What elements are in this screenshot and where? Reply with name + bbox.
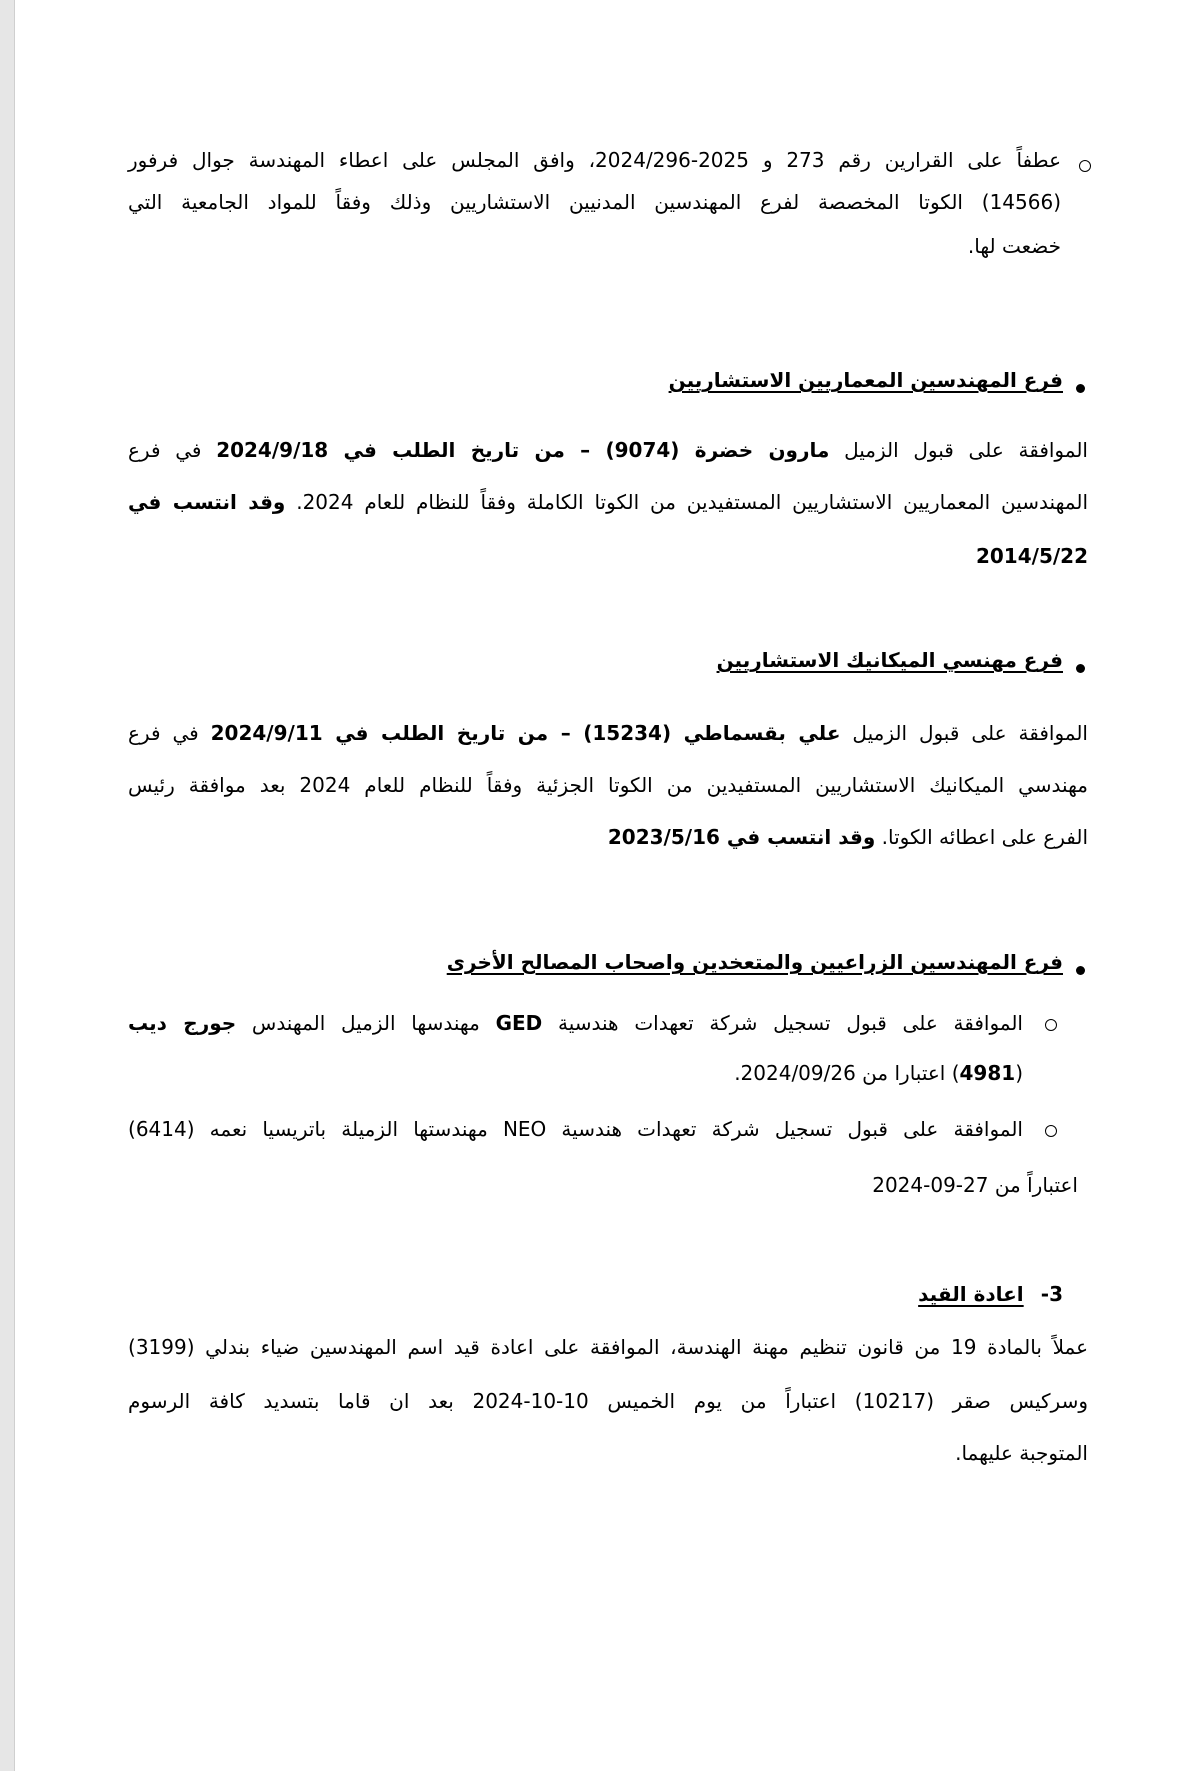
intro-line-1: عطفاً على القرارين رقم 273 و 2025-2024/296، وافق المجلس على اعطاء المهندسة جوال فرفور: [128, 148, 1061, 172]
architects-line-3: 2014/5/22: [975, 544, 1088, 568]
intro-paragraph: [128, 143, 1061, 263]
agriculture-member: جورج ديب: [128, 1011, 237, 1035]
architects-line-2: المهندسين المعماريين الاستشاريين المستفيدين من الكوتا الكاملة وفقاً للنظام للعام 2024. وقد انتسب في: [128, 490, 1089, 514]
agriculture-item-2-line-2: اعتباراً من 27-09-2024: [872, 1173, 1078, 1197]
hollow-bullet-icon: [1079, 160, 1091, 172]
bullet-icon: [1076, 966, 1085, 975]
section-title: اعادة القيد: [918, 1282, 1024, 1306]
architects-line-1: الموافقة على قبول الزميل مارون خضرة (9074) – من تاريخ الطلب في 2024/9/18 في فرع: [128, 438, 1088, 462]
architects-heading: فرع المهندسين المعماريين الاستشاريين: [668, 368, 1063, 392]
agriculture-item-2-line-1: الموافقة على قبول تسجيل شركة تعهدات هندسية NEO مهندستها الزميلة باتريسيا نعمه (6414): [128, 1117, 1023, 1141]
mechanical-heading: فرع مهنسي الميكانيك الاستشاريين: [716, 648, 1063, 672]
architects-paragraph: [128, 433, 1088, 573]
mechanical-member: علي بقسماطي (15234) – من تاريخ الطلب في 2024/9/11: [210, 721, 841, 745]
agriculture-item-1-line-2: (4981) اعتبارا من 2024/09/26.: [734, 1061, 1023, 1085]
reregistration-heading: [763, 1277, 1063, 1311]
mechanical-line-2: مهندسي الميكانيك الاستشاريين المستفيدين من الكوتا الجزئية وفقاً للنظام للعام 2024 بعد موافقة رئيس: [128, 773, 1089, 797]
intro-line-2: (14566) الكوتا المخصصة لفرع المهندسين المدنيين الاستشاريين وذلك وفقاً للمواد الجامعية التي: [128, 190, 1061, 214]
mechanical-line-3: الفرع على اعطائه الكوتا. وقد انتسب في 2023/5/16: [607, 825, 1088, 849]
agriculture-item-2: [128, 1112, 1023, 1152]
intro-line-3: خضعت لها.: [967, 234, 1061, 258]
agriculture-item-1: [128, 1006, 1023, 1086]
bullet-icon: [1076, 384, 1085, 393]
reregistration-line-3: المتوجبة عليهما.: [955, 1441, 1088, 1465]
mechanical-line-1: الموافقة على قبول الزميل علي بقسماطي (15234) – من تاريخ الطلب في 2024/9/11 في فرع: [128, 721, 1088, 745]
hollow-bullet-icon: [1045, 1019, 1057, 1031]
reregistration-line-2: وسركيس صقر (10217) اعتباراً من يوم الخميس 10-10-2024 بعد ان قاما بتسديد كافة الرسوم: [128, 1389, 1088, 1413]
document-page: [14, 0, 1186, 1771]
bullet-icon: [1076, 664, 1085, 673]
architects-member: مارون خضرة (9074) – من تاريخ الطلب في 2024/9/18: [216, 438, 830, 462]
agriculture-item-1-line-1: الموافقة على قبول تسجيل شركة تعهدات هندسية GED مهندسها الزميل المهندس جورج ديب: [128, 1011, 1023, 1035]
reregistration-paragraph: [128, 1330, 1088, 1470]
mechanical-paragraph: [128, 716, 1088, 856]
section-number: 3-: [1040, 1282, 1063, 1306]
hollow-bullet-icon: [1045, 1125, 1057, 1137]
reregistration-line-1: عملاً بالمادة 19 من قانون تنظيم مهنة الهندسة، الموافقة على اعادة قيد اسم المهندسين ضياء بندلي (3199): [128, 1335, 1088, 1359]
agriculture-item-2-cont: [128, 1168, 1078, 1208]
agriculture-heading: فرع المهندسين الزراعيين والمتعخدين واصحاب المصالح الأخرى: [446, 950, 1063, 974]
